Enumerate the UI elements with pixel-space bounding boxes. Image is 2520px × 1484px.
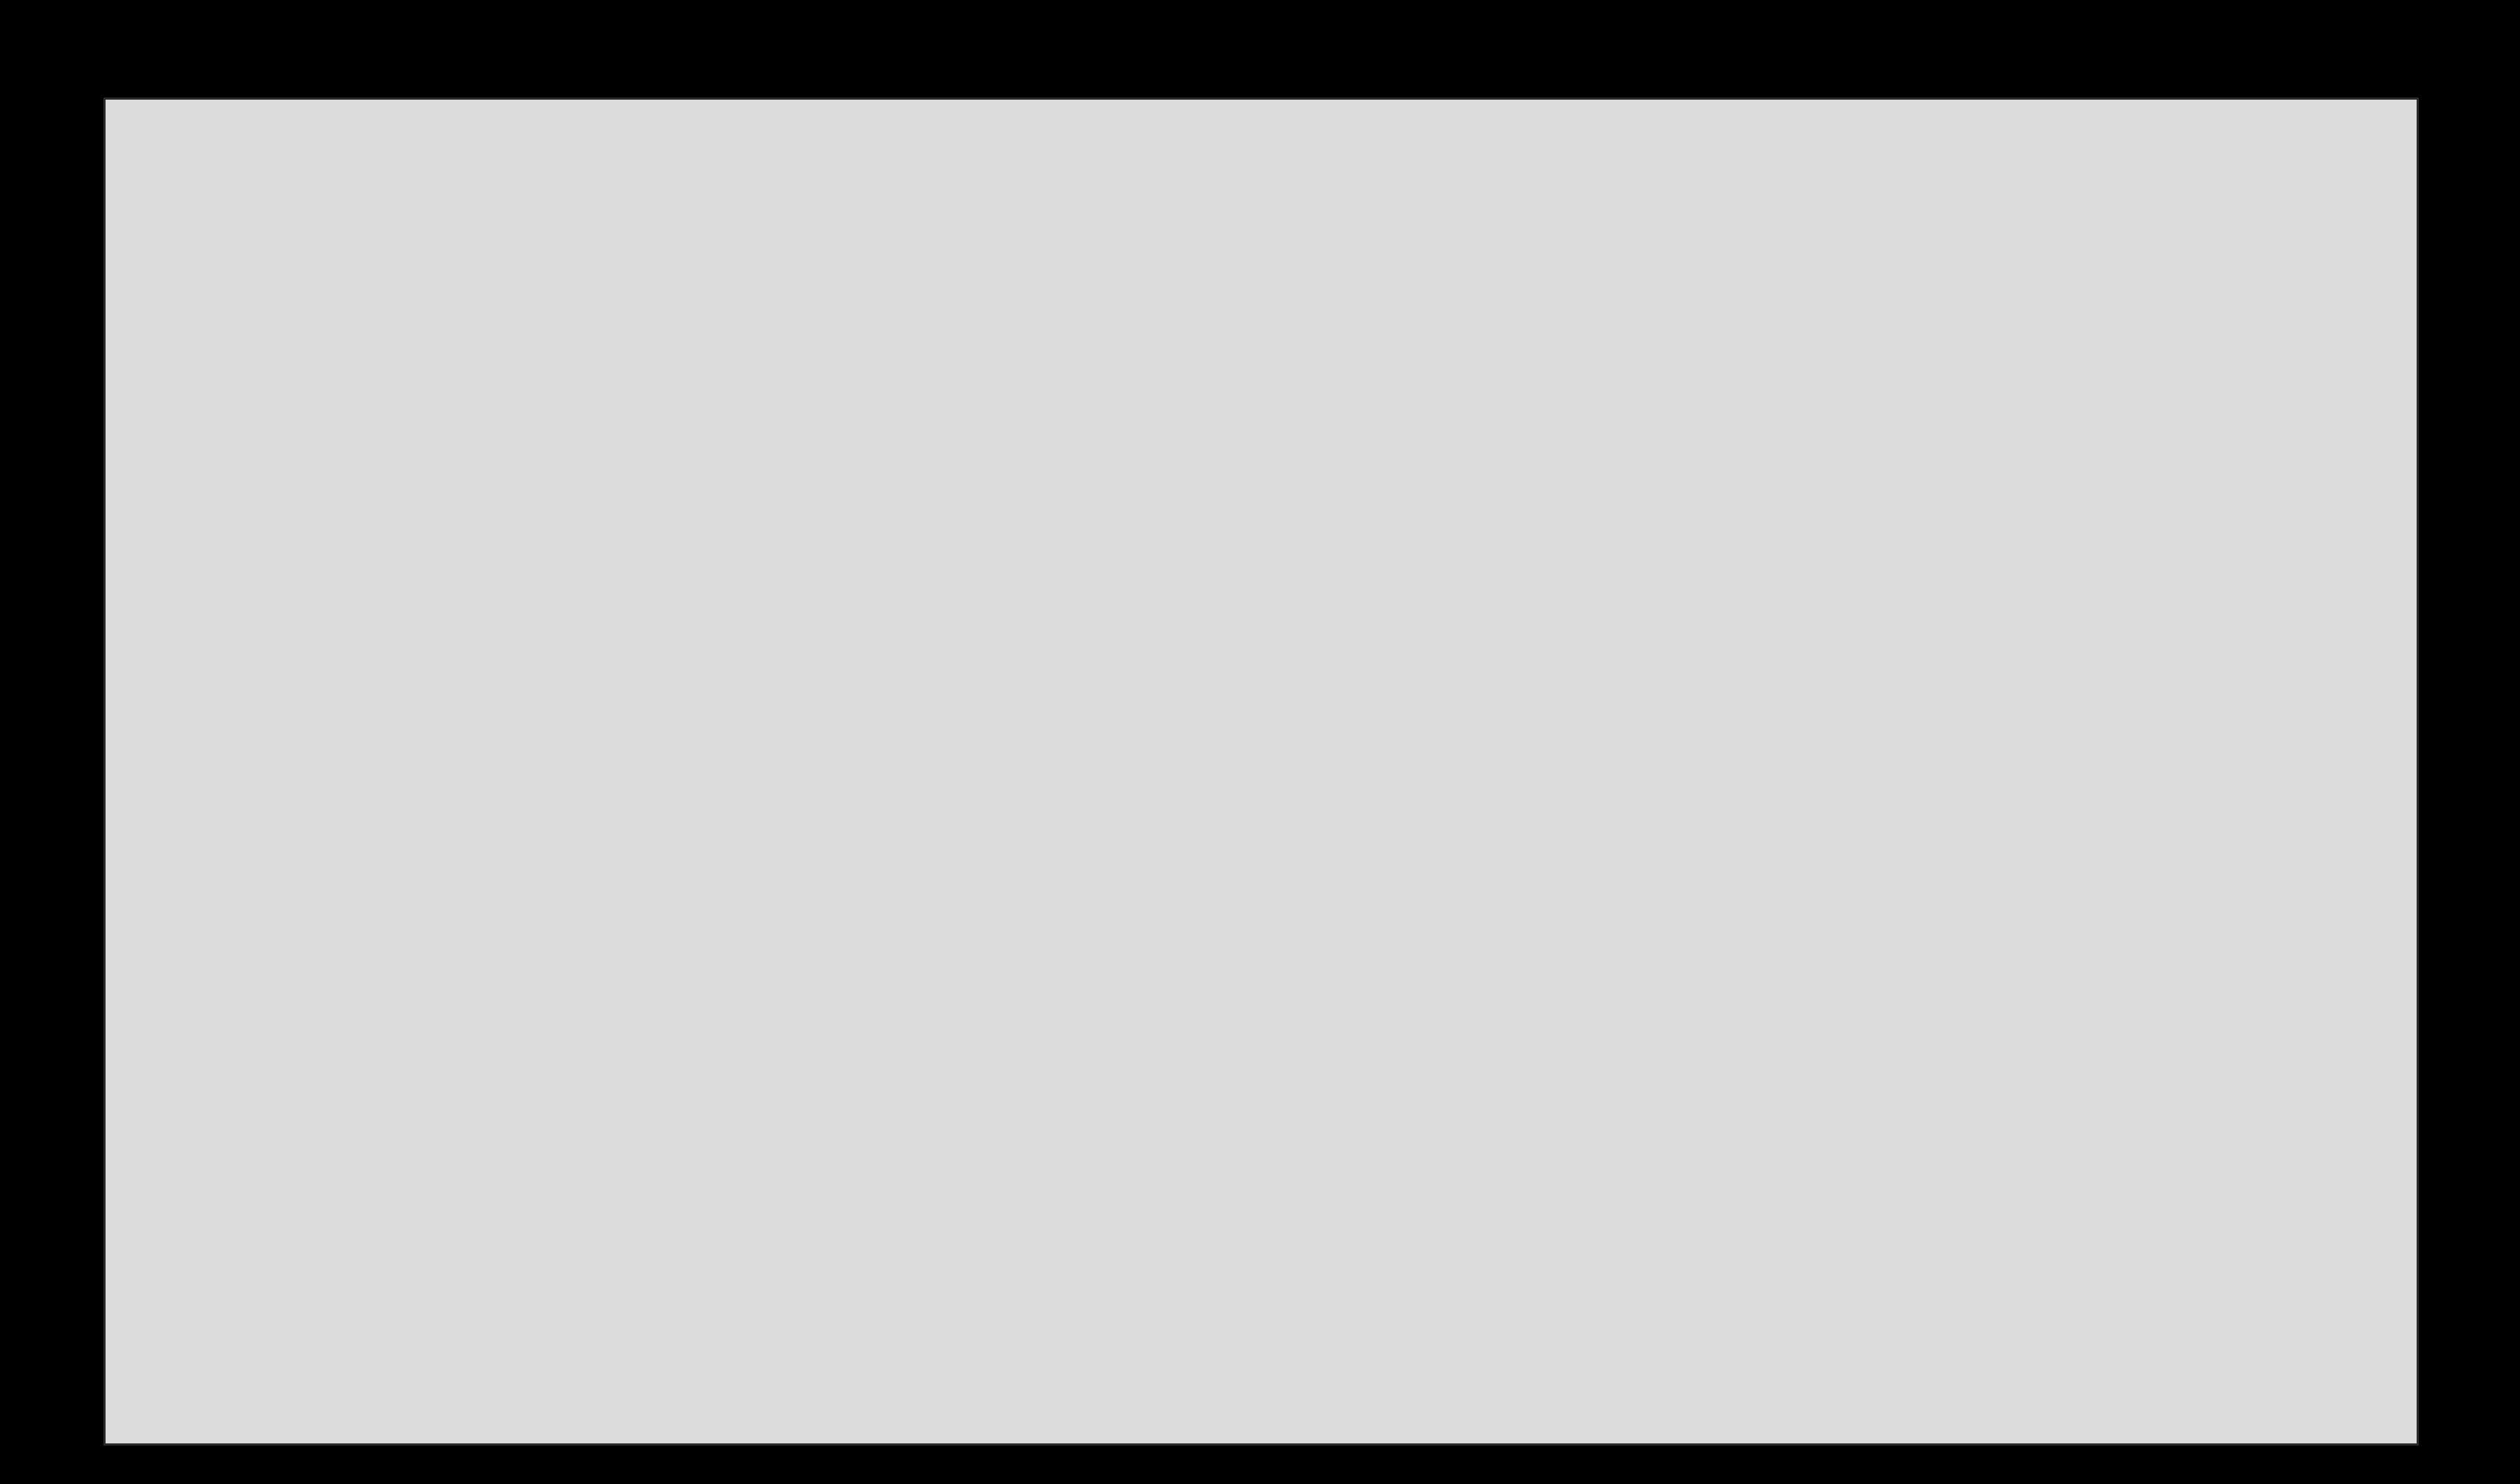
lease-table bbox=[106, 938, 2421, 1448]
census-card bbox=[103, 97, 2419, 1446]
crop-table bbox=[106, 100, 2421, 436]
middle-section bbox=[106, 436, 2421, 938]
